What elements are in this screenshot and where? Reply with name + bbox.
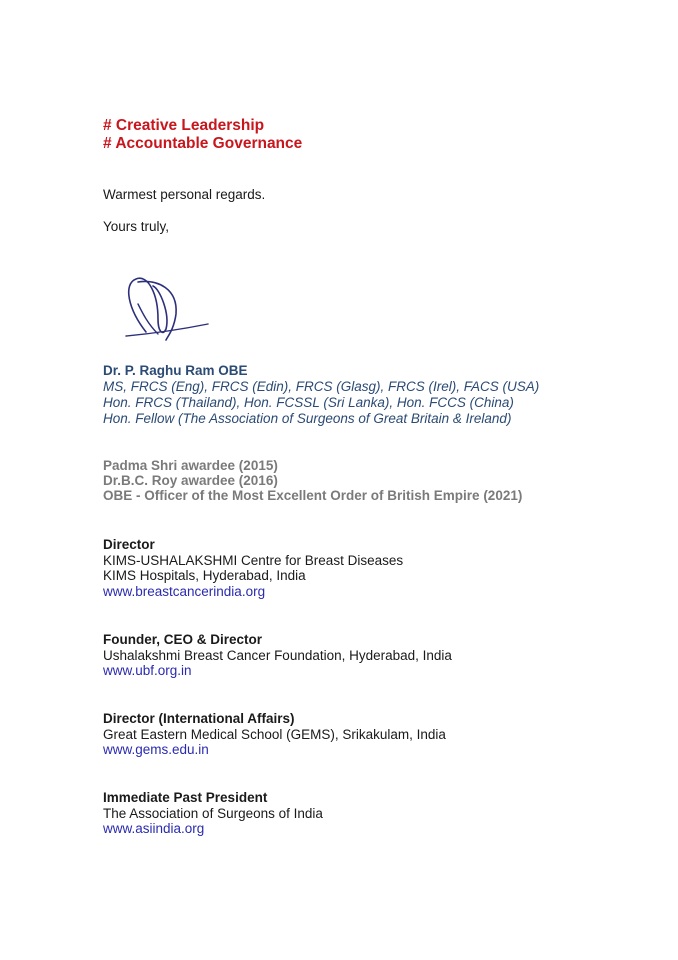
signer-credentials-line: Hon. Fellow (The Association of Surgeons of Great Britain & Ireland)	[103, 411, 512, 426]
signer-credentials-line: MS, FRCS (Eng), FRCS (Edin), FRCS (Glasg), FRCS (Irel), FACS (USA)	[103, 379, 540, 394]
position-role: Founder, CEO & Director	[103, 632, 263, 647]
ubf-link[interactable]: www.ubf.org.in	[103, 663, 192, 678]
asiindia-link[interactable]: www.asiindia.org	[103, 821, 205, 836]
signer-name: Dr. P. Raghu Ram OBE	[103, 363, 248, 378]
position-role: Director (International Affairs)	[103, 711, 295, 726]
hashtag-accountable-governance: # Accountable Governance	[103, 135, 303, 152]
sign-off: Yours truly,	[103, 219, 170, 234]
position-org-line: The Association of Surgeons of India	[103, 806, 323, 821]
signature-icon	[118, 274, 228, 344]
closing-regards: Warmest personal regards.	[103, 187, 266, 202]
position-org-line: Ushalakshmi Breast Cancer Foundation, Hyderabad, India	[103, 648, 452, 663]
position-role: Immediate Past President	[103, 790, 268, 805]
signer-credentials-line: Hon. FRCS (Thailand), Hon. FCSSL (Sri Lanka), Hon. FCCS (China)	[103, 395, 514, 410]
hashtag-creative-leadership: # Creative Leadership	[103, 117, 265, 134]
position-org-line: KIMS Hospitals, Hyderabad, India	[103, 568, 306, 583]
position-org-line: KIMS-USHALAKSHMI Centre for Breast Diseases	[103, 553, 404, 568]
award-obe: OBE - Officer of the Most Excellent Order of British Empire (2021)	[103, 488, 523, 503]
position-role: Director	[103, 537, 155, 552]
breastcancerindia-link[interactable]: www.breastcancerindia.org	[103, 584, 266, 599]
gems-link[interactable]: www.gems.edu.in	[103, 742, 209, 757]
position-org-line: Great Eastern Medical School (GEMS), Srikakulam, India	[103, 727, 446, 742]
award-padma-shri: Padma Shri awardee (2015)	[103, 458, 278, 473]
award-bc-roy: Dr.B.C. Roy awardee (2016)	[103, 473, 278, 488]
